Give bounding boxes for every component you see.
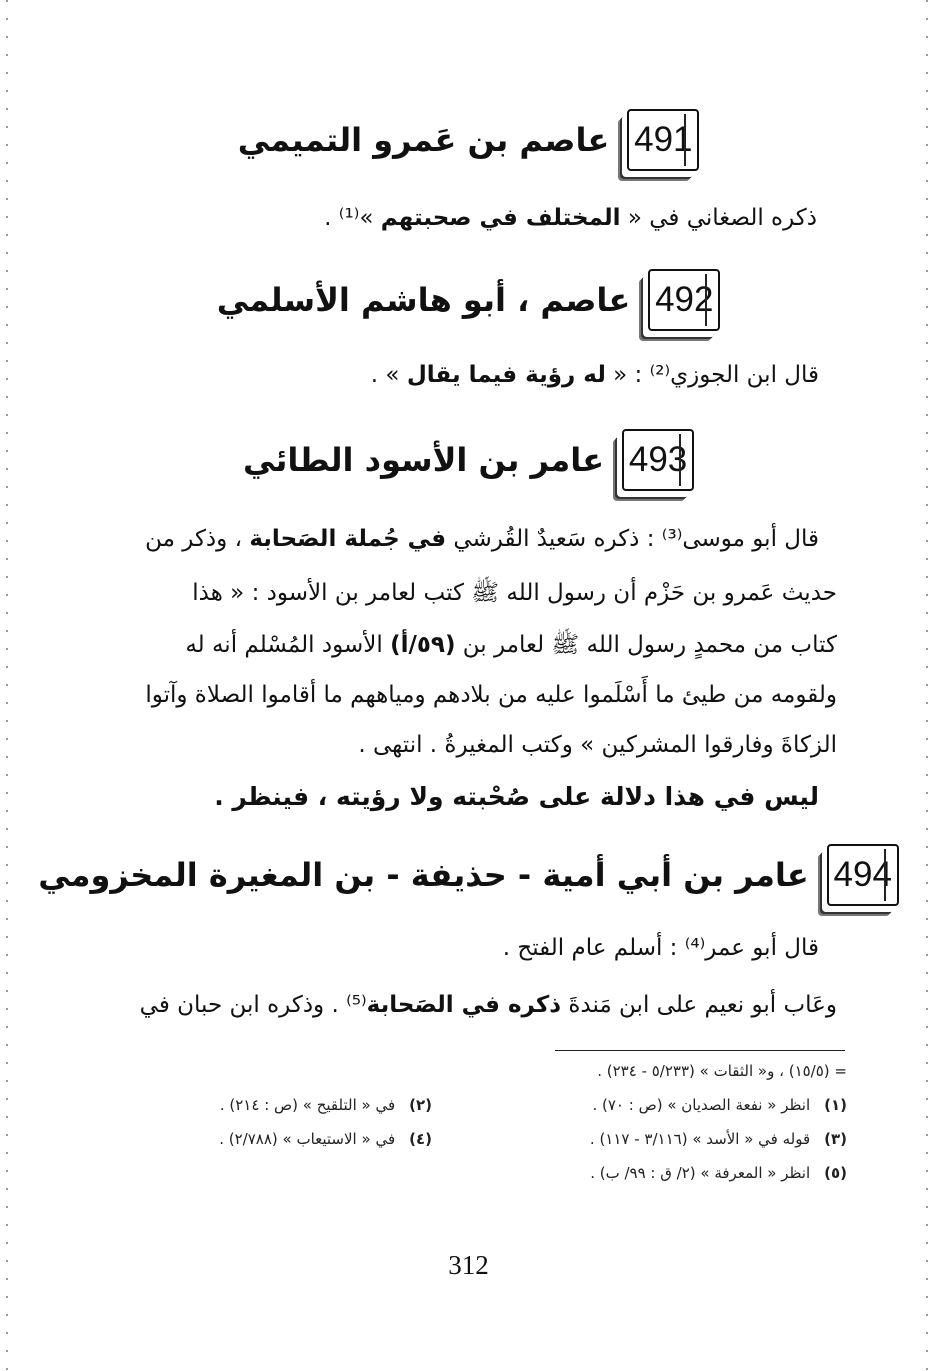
entry-heading-494 [0, 840, 937, 910]
entry-title: عاصم ، أبو هاشم الأسلمي [216, 281, 631, 319]
footnote-continuation: = (١٥/٥) ، و« الثقات » (٥/٢٣٣ - ٢٣٤) . [597, 1062, 847, 1080]
footnote-rule [555, 1050, 845, 1051]
entry-heading-493 [0, 425, 937, 495]
entry-heading-491 [0, 105, 937, 175]
entry-493-line-1: قال أبو موسى⁽³⁾ : ذكره سَعيدٌ القُرشي في جُملة الصَحابة ، وذكر من [145, 526, 819, 552]
entry-number-box: 491 [627, 109, 699, 171]
entry-heading-492 [0, 265, 937, 335]
scan-margin-left [6, 0, 8, 1371]
entry-493-line-4: ولقومه من طيئ ما أَسْلَموا عليه من بلادهم ومياههم ما أقاموا الصلاة وآتوا [145, 682, 837, 708]
entry-title: عامر بن الأسود الطائي [242, 441, 605, 479]
footnote-2: (٢)في « التلقيح » (ص : ٢١٤) . [219, 1096, 432, 1114]
entry-492-line-1: قال ابن الجوزي⁽²⁾ : « له رؤية فيما يقال » . [370, 362, 819, 388]
footnote-3: (٣)قوله في « الأسد » (٣/١١٦ - ١١٧) . [589, 1130, 847, 1148]
entry-number-box: 492 [648, 269, 720, 331]
entry-number-box: 494 [827, 844, 899, 906]
footnote-4: (٤)في « الاستيعاب » (٢/٧٨٨) . [219, 1130, 432, 1148]
entry-493-line-3: كتاب من محمدٍ رسول الله ﷺ لعامر بن (٥٩/أ) الأسود المُسْلم أنه له [185, 632, 837, 658]
entry-title: عاصم بن عَمرو التميمي [237, 121, 610, 159]
entry-title: عامر بن أبي أمية - حذيفة - بن المغيرة المخزومي [38, 856, 809, 894]
entry-491-line-1: ذكره الصغاني في « المختلف في صحبتهم »⁽¹⁾ . [324, 205, 817, 231]
page-number: 312 [448, 1250, 489, 1280]
footnote-5: (٥)انظر « المعرفة » (٢/ ق : ٩٩/ ب) . [590, 1164, 847, 1182]
entry-493-note: ليس في هذا دلالة على صُحْبته ولا رؤيته ، فينظر . [214, 782, 819, 811]
entry-493-line-5: الزكاةَ وفارقوا المشركين » وكتب المغيرةُ . انتهى . [358, 732, 837, 758]
scan-margin-right [926, 0, 928, 1371]
entry-494-line-1: قال أبو عمر⁽⁴⁾ : أسلم عام الفتح . [502, 935, 819, 961]
footnote-1: (١)انظر « نفعة الصديان » (ص : ٧٠) . [592, 1096, 847, 1114]
entry-number-box: 493 [622, 429, 694, 491]
entry-493-line-2: حديث عَمرو بن حَزْم أن رسول الله ﷺ كتب لعامر بن الأسود : « هذا [192, 580, 837, 606]
entry-494-line-2: وعَاب أبو نعيم على ابن مَندةَ ذكره في الصَحابة⁽⁵⁾ . وذكره ابن حبان في [139, 992, 837, 1018]
